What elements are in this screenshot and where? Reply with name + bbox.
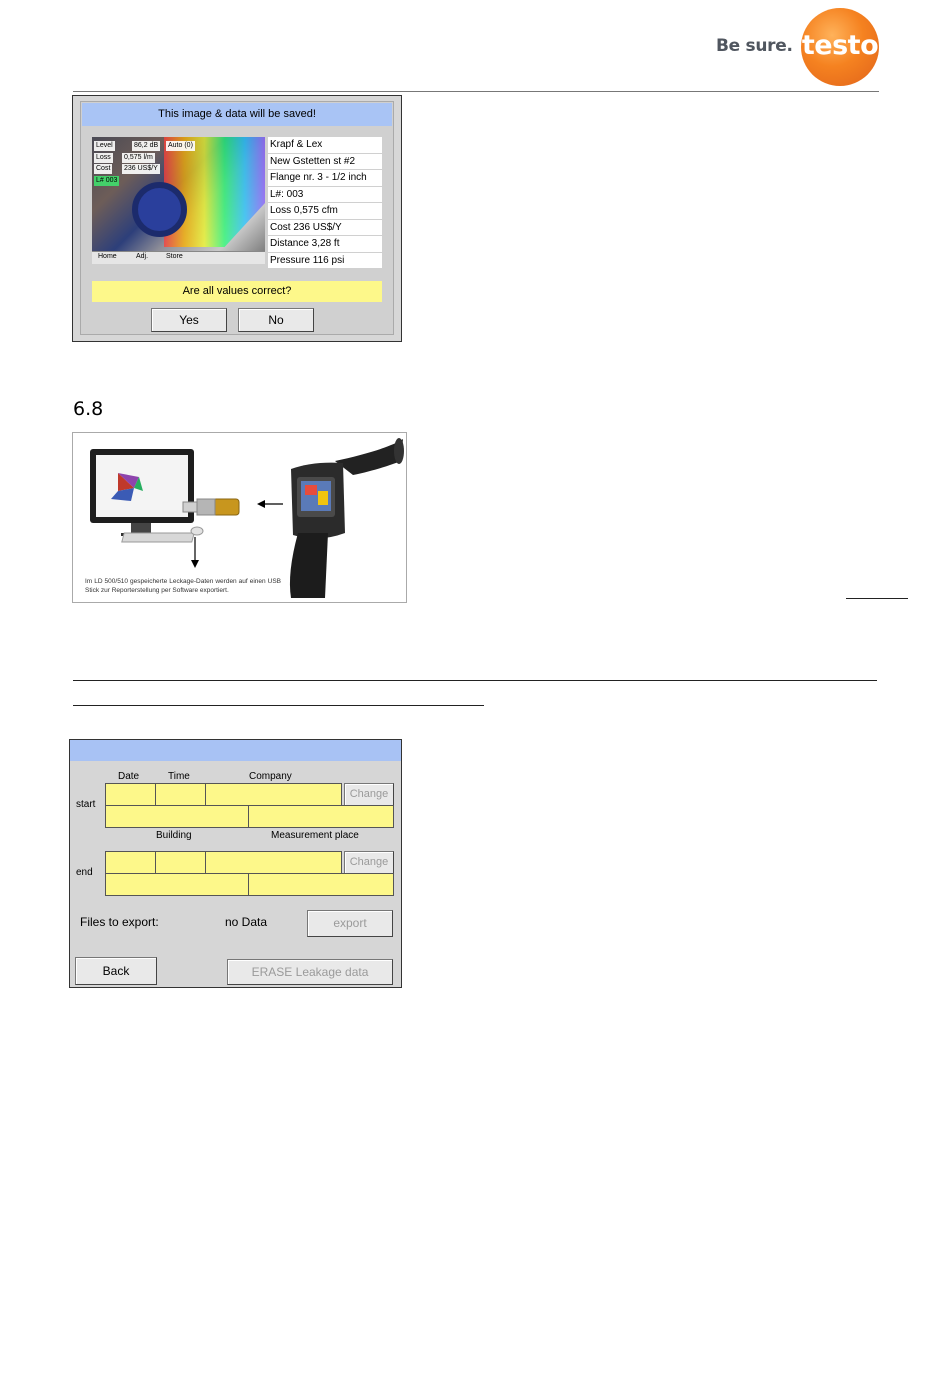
export-title-bar — [70, 740, 401, 761]
cost-label: Cost — [96, 165, 111, 172]
building-column-header: Building — [156, 830, 192, 841]
start-time-field[interactable] — [155, 783, 206, 806]
arrow-left-icon — [257, 500, 265, 508]
yes-button[interactable]: Yes — [151, 308, 227, 332]
logo-text: testo — [801, 30, 879, 61]
start-building-field[interactable] — [105, 805, 249, 828]
detail-row: Krapf & Lex — [268, 137, 382, 154]
confirm-question: Are all values correct? — [92, 281, 382, 302]
export-screen — [69, 739, 402, 988]
files-to-export-value: no Data — [225, 915, 268, 929]
details-list — [268, 137, 382, 269]
leak-photo — [92, 137, 265, 264]
start-company-field[interactable] — [205, 783, 342, 806]
start-change-button[interactable]: Change — [344, 783, 394, 806]
export-illustration — [72, 432, 407, 603]
end-time-field[interactable] — [155, 851, 206, 874]
no-button[interactable]: No — [238, 308, 314, 332]
end-label: end — [76, 867, 93, 878]
end-change-button[interactable]: Change — [344, 851, 394, 874]
level-value: 86,2 dB — [134, 142, 159, 149]
detail-row: New Gstetten st #2 — [268, 154, 382, 171]
level-label: Level — [96, 142, 113, 149]
erase-leakage-data-button[interactable]: ERASE Leakage data — [227, 959, 393, 985]
section-number: 6.8 — [73, 398, 104, 420]
detail-row: Flange nr. 3 - 1/2 inch — [268, 170, 382, 187]
store-button: Store — [166, 253, 183, 260]
place-column-header: Measurement place — [271, 830, 359, 841]
end-building-field[interactable] — [105, 873, 249, 896]
export-button[interactable]: export — [307, 910, 393, 937]
time-column-header: Time — [168, 771, 190, 782]
detail-row: Distance 3,28 ft — [268, 236, 382, 253]
mode-value: Auto (0) — [168, 142, 193, 149]
start-place-field[interactable] — [248, 805, 394, 828]
detail-row: Cost 236 US$/Y — [268, 220, 382, 237]
testo-logo — [801, 8, 879, 86]
valve-graphic — [132, 182, 187, 237]
brand-tagline: Be sure. — [716, 36, 793, 56]
end-place-field[interactable] — [248, 873, 394, 896]
files-to-export-label: Files to export: — [80, 915, 159, 929]
start-label: start — [76, 799, 96, 810]
leak-detector-icon — [335, 439, 403, 475]
detail-row: Loss 0,575 cfm — [268, 203, 382, 220]
illustration-caption: Im LD 500/510 gespeicherte Leckage-Daten werden auf einen USB Stick zur Reporterstellung per Software exportiert. — [85, 578, 281, 594]
back-button[interactable]: Back — [75, 957, 157, 985]
save-confirm-panel — [80, 101, 394, 335]
cost-value: 236 US$/Y — [124, 165, 158, 172]
adj-button: Adj. — [136, 253, 149, 260]
detail-row: L#: 003 — [268, 187, 382, 204]
save-confirm-screen — [72, 95, 402, 342]
home-button: Home — [98, 253, 117, 260]
company-column-header: Company — [249, 771, 292, 782]
leak-number: L# 003 — [96, 177, 118, 184]
start-date-field[interactable] — [105, 783, 156, 806]
end-company-field[interactable] — [205, 851, 342, 874]
loss-label: Loss — [96, 154, 111, 161]
detail-row: Pressure 116 psi — [268, 253, 382, 270]
loss-value: 0,575 l/m — [124, 154, 153, 161]
short-underline — [846, 598, 908, 599]
dialog-title: This image & data will be saved! — [82, 103, 392, 126]
divider-line — [73, 680, 877, 681]
end-date-field[interactable] — [105, 851, 156, 874]
usb-stick-icon — [183, 502, 197, 512]
date-column-header: Date — [118, 771, 140, 782]
header-divider — [73, 91, 879, 92]
arrow-down-icon — [191, 560, 199, 568]
divider-line-short — [73, 705, 484, 706]
photo-toolbar — [92, 251, 265, 264]
